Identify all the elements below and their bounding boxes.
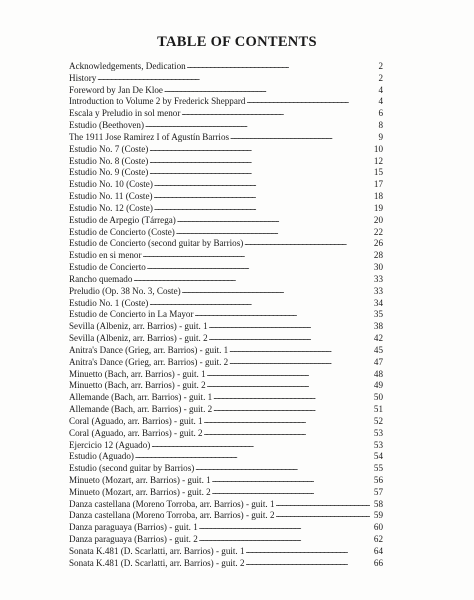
toc-entry-title: Sonata K.481 (D. Scarlatti, arr. Barrios) - guit. 2 (69, 557, 245, 568)
toc-entry-page-number: 12 (373, 155, 383, 166)
toc-entry-page-number: 28 (373, 250, 383, 261)
toc-entry-page-number: 60 (373, 522, 383, 533)
toc-entry-title: Danza paraguaya (Barrios) - guit. 2 (69, 534, 198, 545)
dot-leader (149, 155, 370, 167)
toc-entry-page-number: 6 (378, 108, 383, 119)
toc-entry-page-number: 50 (373, 392, 383, 403)
toc-entry-title: Allemande (Bach, arr. Barrios) - guit. 2 (69, 404, 213, 415)
toc-entry-title: Estudio de Concierto (69, 262, 146, 273)
dot-leader (147, 261, 370, 273)
toc-entry-title: Acknowledgements, Dedication (69, 61, 186, 71)
toc-entry-title: The 1911 Jose Ramirez I of Agustín Barrios (69, 131, 230, 142)
toc-entry-title: Estudio (second guitar by Barrios) (69, 463, 195, 474)
dot-leader (209, 332, 370, 344)
table-of-contents-list (69, 61, 383, 570)
toc-entry-page-number: 33 (373, 285, 383, 296)
toc-entry-title: Estudio No. 1 (Coste) (69, 297, 149, 308)
dot-leader (195, 308, 370, 320)
toc-entry-title: Estudio de Concierto (Coste) (69, 226, 175, 237)
dot-leader (230, 131, 370, 143)
dot-leader (244, 237, 370, 249)
dot-leader (133, 273, 370, 285)
toc-entry-page-number: 53 (373, 427, 383, 438)
dot-leader (149, 143, 370, 155)
toc-entry-title: Sonata K.481 (D. Scarlatti, arr. Barrios) - guit. 1 (69, 545, 245, 556)
toc-entry-title: Estudio de Concierto in La Mayor (69, 309, 194, 320)
dot-leader (149, 297, 370, 309)
toc-entry-page-number: 30 (373, 262, 383, 273)
dot-leader (199, 533, 370, 545)
toc-entry-title: Danza castellana (Moreno Torroba, arr. Barrios) - guit. 2 (69, 510, 275, 521)
dot-leader (204, 415, 370, 427)
dot-leader (229, 344, 370, 356)
dot-leader (177, 214, 370, 226)
toc-entry-page-number: 19 (373, 202, 383, 213)
toc-entry-title: Estudio (Aguado) (69, 451, 134, 462)
dot-leader (164, 84, 370, 96)
toc-entry-page-number: 42 (373, 333, 383, 344)
toc-entry-page-number: 18 (373, 191, 383, 202)
dot-leader (149, 166, 370, 178)
toc-entry-title: Rancho quemado (69, 273, 133, 284)
toc-entry-title: Sevilla (Albeniz, arr. Barrios) - guit. 2 (69, 333, 208, 344)
toc-entry-page-number: 58 (373, 498, 383, 509)
toc-entry-title: Danza paraguaya (Barrios) - guit. 1 (69, 522, 198, 533)
dot-leader (143, 249, 371, 261)
toc-entry-title: Anitra's Dance (Grieg, arr. Barrios) - guit. 1 (69, 344, 229, 355)
toc-entry-page-number: 20 (373, 214, 383, 225)
toc-entry-page-number: 45 (373, 344, 383, 355)
dot-leader (246, 557, 370, 569)
toc-entry-page-number: 54 (373, 451, 383, 462)
toc-entry-page-number: 52 (373, 415, 383, 426)
toc-entry-page-number: 22 (373, 226, 383, 237)
dot-leader (176, 226, 370, 238)
toc-entry-title: Estudio No. 10 (Coste) (69, 179, 153, 190)
toc-entry-title: Estudio No. 9 (Coste) (69, 167, 149, 178)
toc-entry-page-number: 59 (373, 510, 383, 521)
dot-leader (213, 391, 370, 403)
dot-leader (276, 509, 371, 521)
toc-entry-title: Anitra's Dance (Grieg, arr. Barrios) - guit. 2 (69, 356, 229, 367)
toc-entry-title: Estudio No. 7 (Coste) (69, 143, 149, 154)
toc-entry-page-number: 56 (373, 474, 383, 485)
toc-entry-page-number: 2 (378, 72, 383, 83)
dot-leader (151, 439, 370, 451)
toc-entry-title: Introduction to Volume 2 by Frederick Sheppard (69, 96, 246, 107)
dot-leader (181, 107, 370, 119)
dot-leader (229, 356, 370, 368)
toc-entry-title: Estudio en si menor (69, 250, 142, 261)
toc-entry-page-number: 64 (373, 545, 383, 556)
toc-entry-page-number: 8 (378, 120, 383, 131)
toc-entry-page-number: 10 (373, 143, 383, 154)
dot-leader (182, 285, 370, 297)
toc-entry-title: Estudio de Arpegio (Tárrega) (69, 214, 176, 225)
dot-leader (97, 72, 370, 84)
page-title: TABLE OF CONTENTS (157, 34, 317, 50)
toc-entry-page-number: 4 (378, 96, 383, 107)
toc-entry (69, 558, 383, 570)
toc-entry-page-number: 62 (373, 534, 383, 545)
toc-entry-page-number: 34 (373, 297, 383, 308)
dot-leader (246, 95, 370, 107)
toc-entry-page-number: 48 (373, 368, 383, 379)
dot-leader (154, 190, 370, 202)
toc-entry-title: Ejercicio 12 (Aguado) (69, 439, 151, 450)
dot-leader (187, 60, 370, 72)
toc-entry-title: Sevilla (Albeniz, arr. Barrios) - guit. 1 (69, 321, 208, 332)
dot-leader (204, 427, 370, 439)
toc-entry-title: Estudio No. 8 (Coste) (69, 155, 149, 166)
toc-entry-title: Coral (Aguado, arr. Barrios) - guit. 1 (69, 415, 203, 426)
toc-entry-page-number: 53 (373, 439, 383, 450)
toc-entry-title: Estudio No. 11 (Coste) (69, 191, 153, 202)
toc-entry-page-number: 55 (373, 463, 383, 474)
dot-leader (212, 486, 370, 498)
toc-entry-title: History (69, 72, 97, 83)
toc-entry-title: Foreword by Jan De Kloe (69, 84, 163, 95)
toc-entry-title: Escala y Preludio in sol menor (69, 108, 181, 119)
toc-entry-title: Minuetto (Bach, arr. Barrios) - guit. 2 (69, 380, 206, 391)
toc-entry-title: Allemande (Bach, arr. Barrios) - guit. 1 (69, 392, 213, 403)
dot-leader (199, 521, 370, 533)
toc-entry-page-number: 2 (378, 61, 383, 71)
toc-entry-title: Estudio de Concierto (second guitar by Barrios) (69, 238, 244, 249)
toc-entry-title: Minuetto (Bach, arr. Barrios) - guit. 1 (69, 368, 206, 379)
toc-entry-page-number: 51 (373, 404, 383, 415)
toc-entry-page-number: 49 (373, 380, 383, 391)
dot-leader (145, 119, 370, 131)
dot-leader (195, 462, 370, 474)
dot-leader (246, 545, 370, 557)
dot-leader (213, 403, 370, 415)
toc-entry-page-number: 38 (373, 321, 383, 332)
toc-entry-page-number: 47 (373, 356, 383, 367)
toc-entry-page-number: 4 (378, 84, 383, 95)
toc-entry-page-number: 15 (373, 167, 383, 178)
dot-leader (154, 202, 370, 214)
toc-entry-title: Estudio No. 12 (Coste) (69, 202, 153, 213)
toc-entry-page-number: 26 (373, 238, 383, 249)
dot-leader (209, 320, 370, 332)
toc-entry-page-number: 35 (373, 309, 383, 320)
toc-entry-title: Minueto (Mozart, arr. Barrios) - guit. 2 (69, 486, 211, 497)
dot-leader (212, 474, 370, 486)
toc-entry-title: Danza castellana (Moreno Torroba, arr. Barrios) - guit. 1 (69, 498, 275, 509)
toc-entry-page-number: 66 (373, 557, 383, 568)
dot-leader (154, 178, 370, 190)
dot-leader (135, 450, 370, 462)
toc-entry-title: Estudio (Beethoven) (69, 120, 145, 131)
dot-leader (276, 498, 371, 510)
toc-entry-page-number: 17 (373, 179, 383, 190)
dot-leader (207, 379, 370, 391)
dot-leader (207, 368, 370, 380)
toc-entry-title: Coral (Aguado, arr. Barrios) - guit. 2 (69, 427, 203, 438)
toc-entry-title: Preludio (Op. 38 No. 3, Coste) (69, 285, 181, 296)
toc-entry-title: Minueto (Mozart, arr. Barrios) - guit. 1 (69, 474, 211, 485)
toc-entry-page-number: 57 (373, 486, 383, 497)
toc-entry-page-number: 9 (378, 131, 383, 142)
toc-entry-page-number: 33 (373, 273, 383, 284)
